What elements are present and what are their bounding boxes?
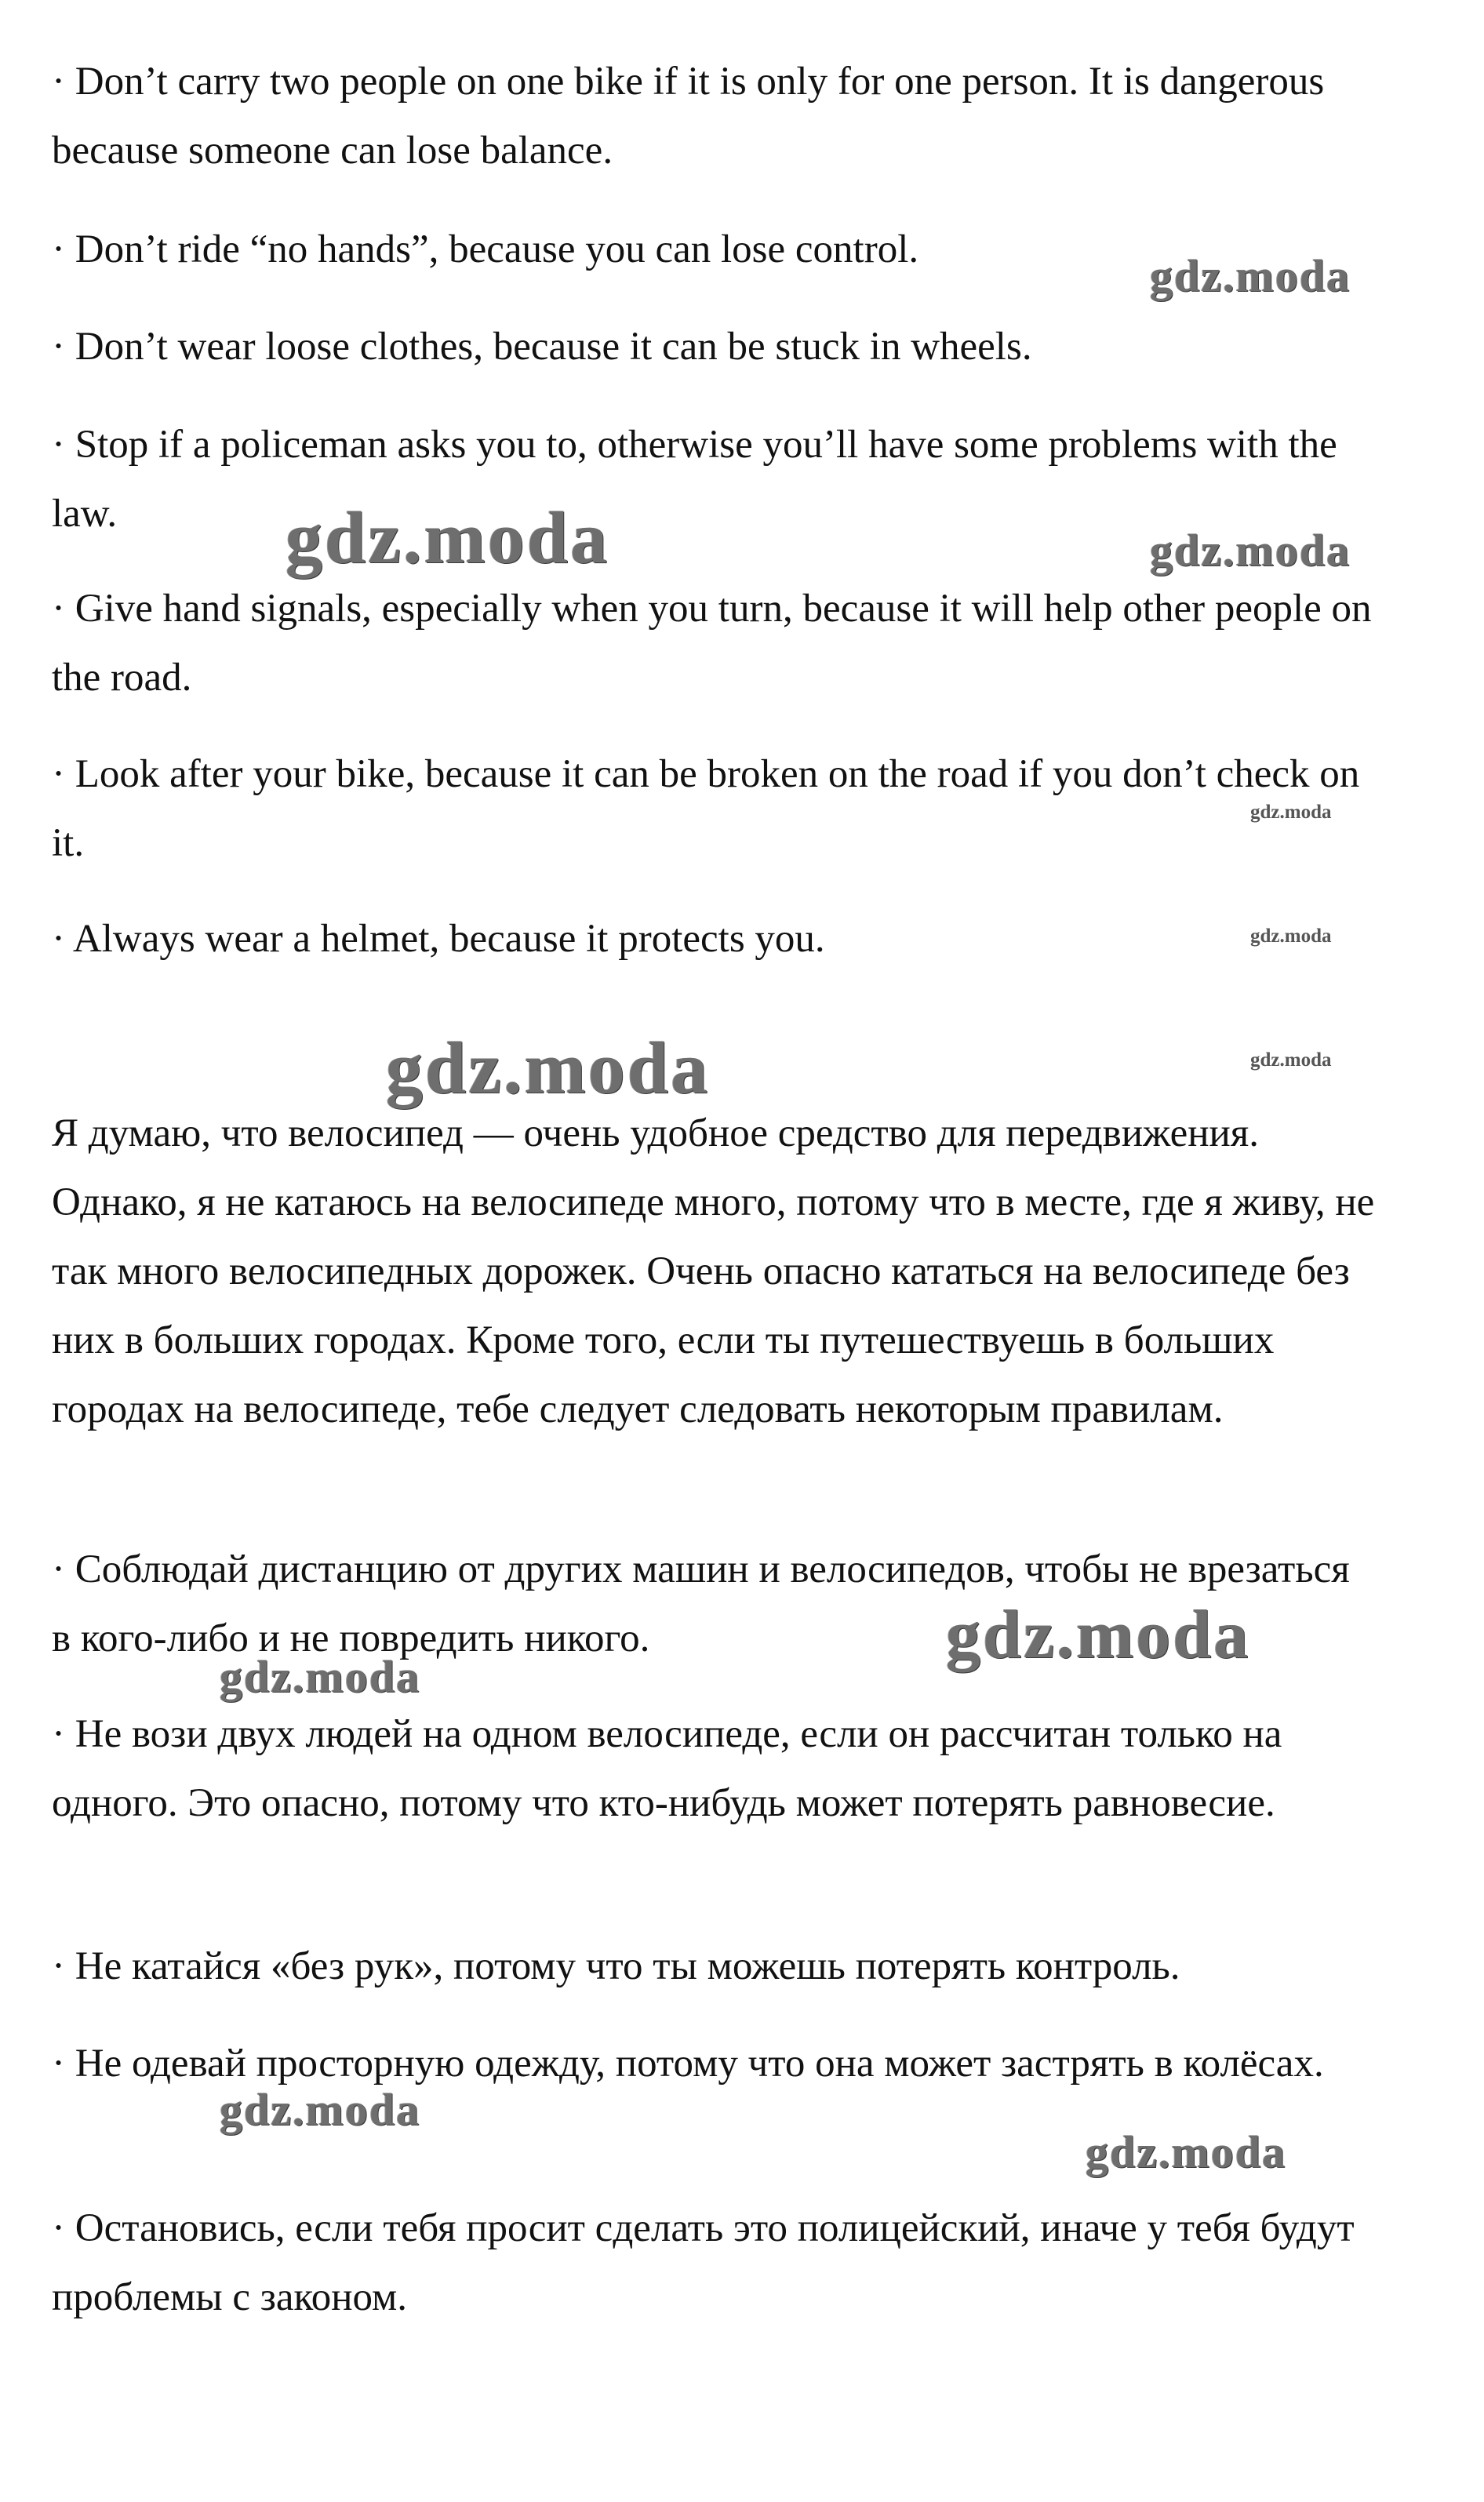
watermark: gdz.moda	[220, 1651, 421, 1702]
watermark: gdz.moda	[1250, 802, 1332, 823]
rule-ru-no-hands: · Не катайся «без рук», потому что ты можешь потерять контроль.	[52, 1944, 1180, 1988]
watermark: gdz.moda	[1150, 525, 1351, 576]
rule-en-policeman: · Stop if a policeman asks you to, otherwise you’ll have some problems with the law.	[52, 423, 1337, 536]
rule-ru-loose-clothes: · Не одевай просторную одежду, потому что она может застрять в колёсах.	[52, 2042, 1324, 2086]
watermark: gdz.moda	[1086, 2126, 1287, 2177]
watermark: gdz.moda	[220, 2084, 421, 2135]
rule-ru-carry-two: · Не вози двух людей на одном велосипеде, если он рассчитан только на одного. Это опасно, потому что кто-нибудь может потерять равновесие.	[52, 1712, 1282, 1825]
rule-en-carry-two: · Don’t carry two people on one bike if it is only for one person. It is dangerous because someone can lose balance.	[52, 60, 1325, 173]
rule-en-no-hands: · Don’t ride “no hands”, because you can lose control.	[52, 227, 919, 271]
watermark: gdz.moda	[1250, 1049, 1332, 1071]
rule-en-loose-clothes: · Don’t wear loose clothes, because it can be stuck in wheels.	[52, 325, 1032, 369]
rule-en-look-after-bike: · Look after your bike, because it can be broken on the road if you don’t check on it.	[52, 752, 1360, 865]
watermark: gdz.moda	[946, 1597, 1251, 1673]
rule-en-hand-signals: · Give hand signals, especially when you turn, because it will help other people on the road.	[52, 587, 1372, 700]
rule-en-helmet: · Always wear a helmet, because it protects you.	[52, 917, 825, 961]
rule-ru-distance: · Соблюдай дистанцию от других машин и велосипедов, чтобы не врезаться в кого-либо и не повредить никого.	[52, 1547, 1350, 1660]
russian-intro-paragraph: Я думаю, что велосипед — очень удобное средство для передвижения. Однако, я не катаюсь на велосипеде много, потому что в месте, где я живу, не так много велосипедных дорожек. Очень опасно кататься на велосипеде без них в больших городах. Кроме того, если ты путешествуешь в больших городах на велосипеде, тебе следует следовать некоторым правилам.	[52, 1111, 1375, 1431]
watermark: gdz.moda	[1150, 250, 1351, 301]
watermark: gdz.moda	[286, 497, 610, 579]
rule-ru-policeman: · Остановись, если тебя просит сделать это полицейский, иначе у тебя будут проблемы с законом.	[52, 2206, 1355, 2319]
watermark: gdz.moda	[386, 1027, 711, 1109]
watermark: gdz.moda	[1250, 926, 1332, 947]
